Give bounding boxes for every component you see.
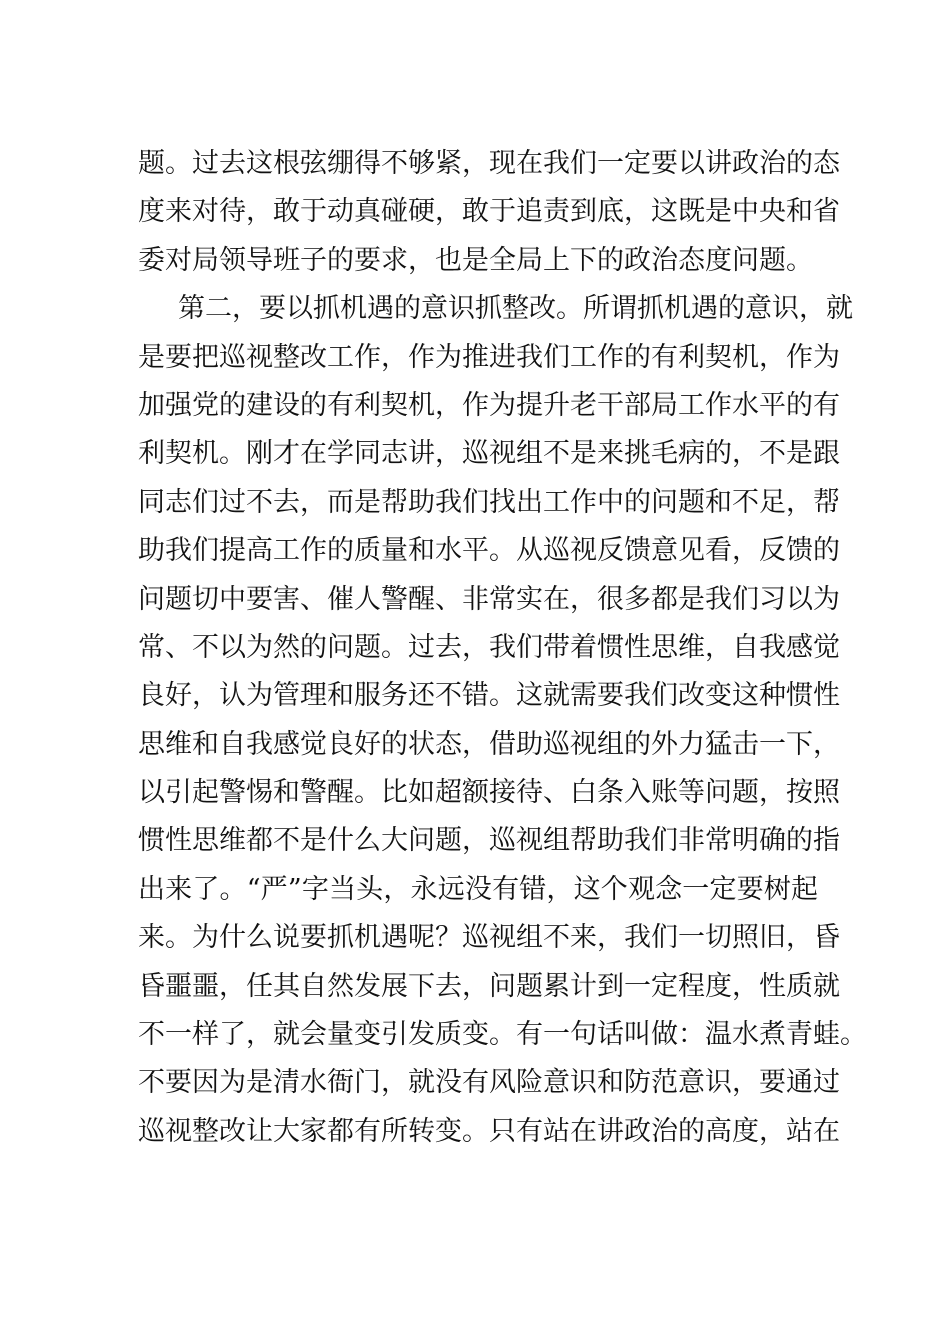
text-line: 利契机。刚才在学同志讲，巡视组不是来挑毛病的，不是跟	[138, 438, 840, 470]
text-line: 出来了。“严”字当头，永远没有错，这个观念一定要树起	[138, 873, 818, 905]
text-line: 不一样了，就会量变引发质变。有一句话叫做：温水煮青蛙。	[138, 1019, 867, 1051]
text-line: 加强党的建设的有利契机，作为提升老干部局工作水平的有	[138, 389, 840, 421]
body-text	[138, 140, 867, 1156]
text-line: 常、不以为然的问题。过去，我们带着惯性思维，自我感觉	[138, 631, 840, 663]
text-line: 同志们过不去，而是帮助我们找出工作中的问题和不足，帮	[138, 486, 840, 518]
text-line: 问题切中要害、催人警醒、非常实在，很多都是我们习以为	[138, 583, 840, 615]
text-line: 巡视整改让大家都有所转变。只有站在讲政治的高度，站在	[138, 1115, 840, 1147]
text-line: 委对局领导班子的要求，也是全局上下的政治态度问题。	[138, 244, 813, 276]
text-line: 是要把巡视整改工作，作为推进我们工作的有利契机，作为	[138, 341, 840, 373]
text-line: 思维和自我感觉良好的状态，借助巡视组的外力猛击一下，	[138, 728, 840, 760]
paragraph-start-line: 第二，要以抓机遇的意识抓整改。所谓抓机遇的意识，就	[178, 293, 853, 325]
text-line: 助我们提高工作的质量和水平。从巡视反馈意见看，反馈的	[138, 535, 840, 567]
text-line: 不要因为是清水衙门，就没有风险意识和防范意识，要通过	[138, 1067, 840, 1099]
text-line: 昏噩噩，任其自然发展下去，问题累计到一定程度，性质就	[138, 970, 840, 1002]
text-line: 题。过去这根弦绷得不够紧，现在我们一定要以讲政治的态	[138, 148, 840, 179]
text-line: 惯性思维都不是什么大问题，巡视组帮助我们非常明确的指	[138, 825, 840, 857]
text-line: 以引起警惕和警醒。比如超额接待、白条入账等问题，按照	[138, 777, 840, 809]
text-line: 来。为什么说要抓机遇呢？巡视组不来，我们一切照旧，昏	[138, 922, 840, 954]
text-line: 度来对待，敢于动真碰硬，敢于追责到底，这既是中央和省	[138, 196, 840, 228]
text-line: 良好，认为管理和服务还不错。这就需要我们改变这种惯性	[138, 680, 840, 712]
